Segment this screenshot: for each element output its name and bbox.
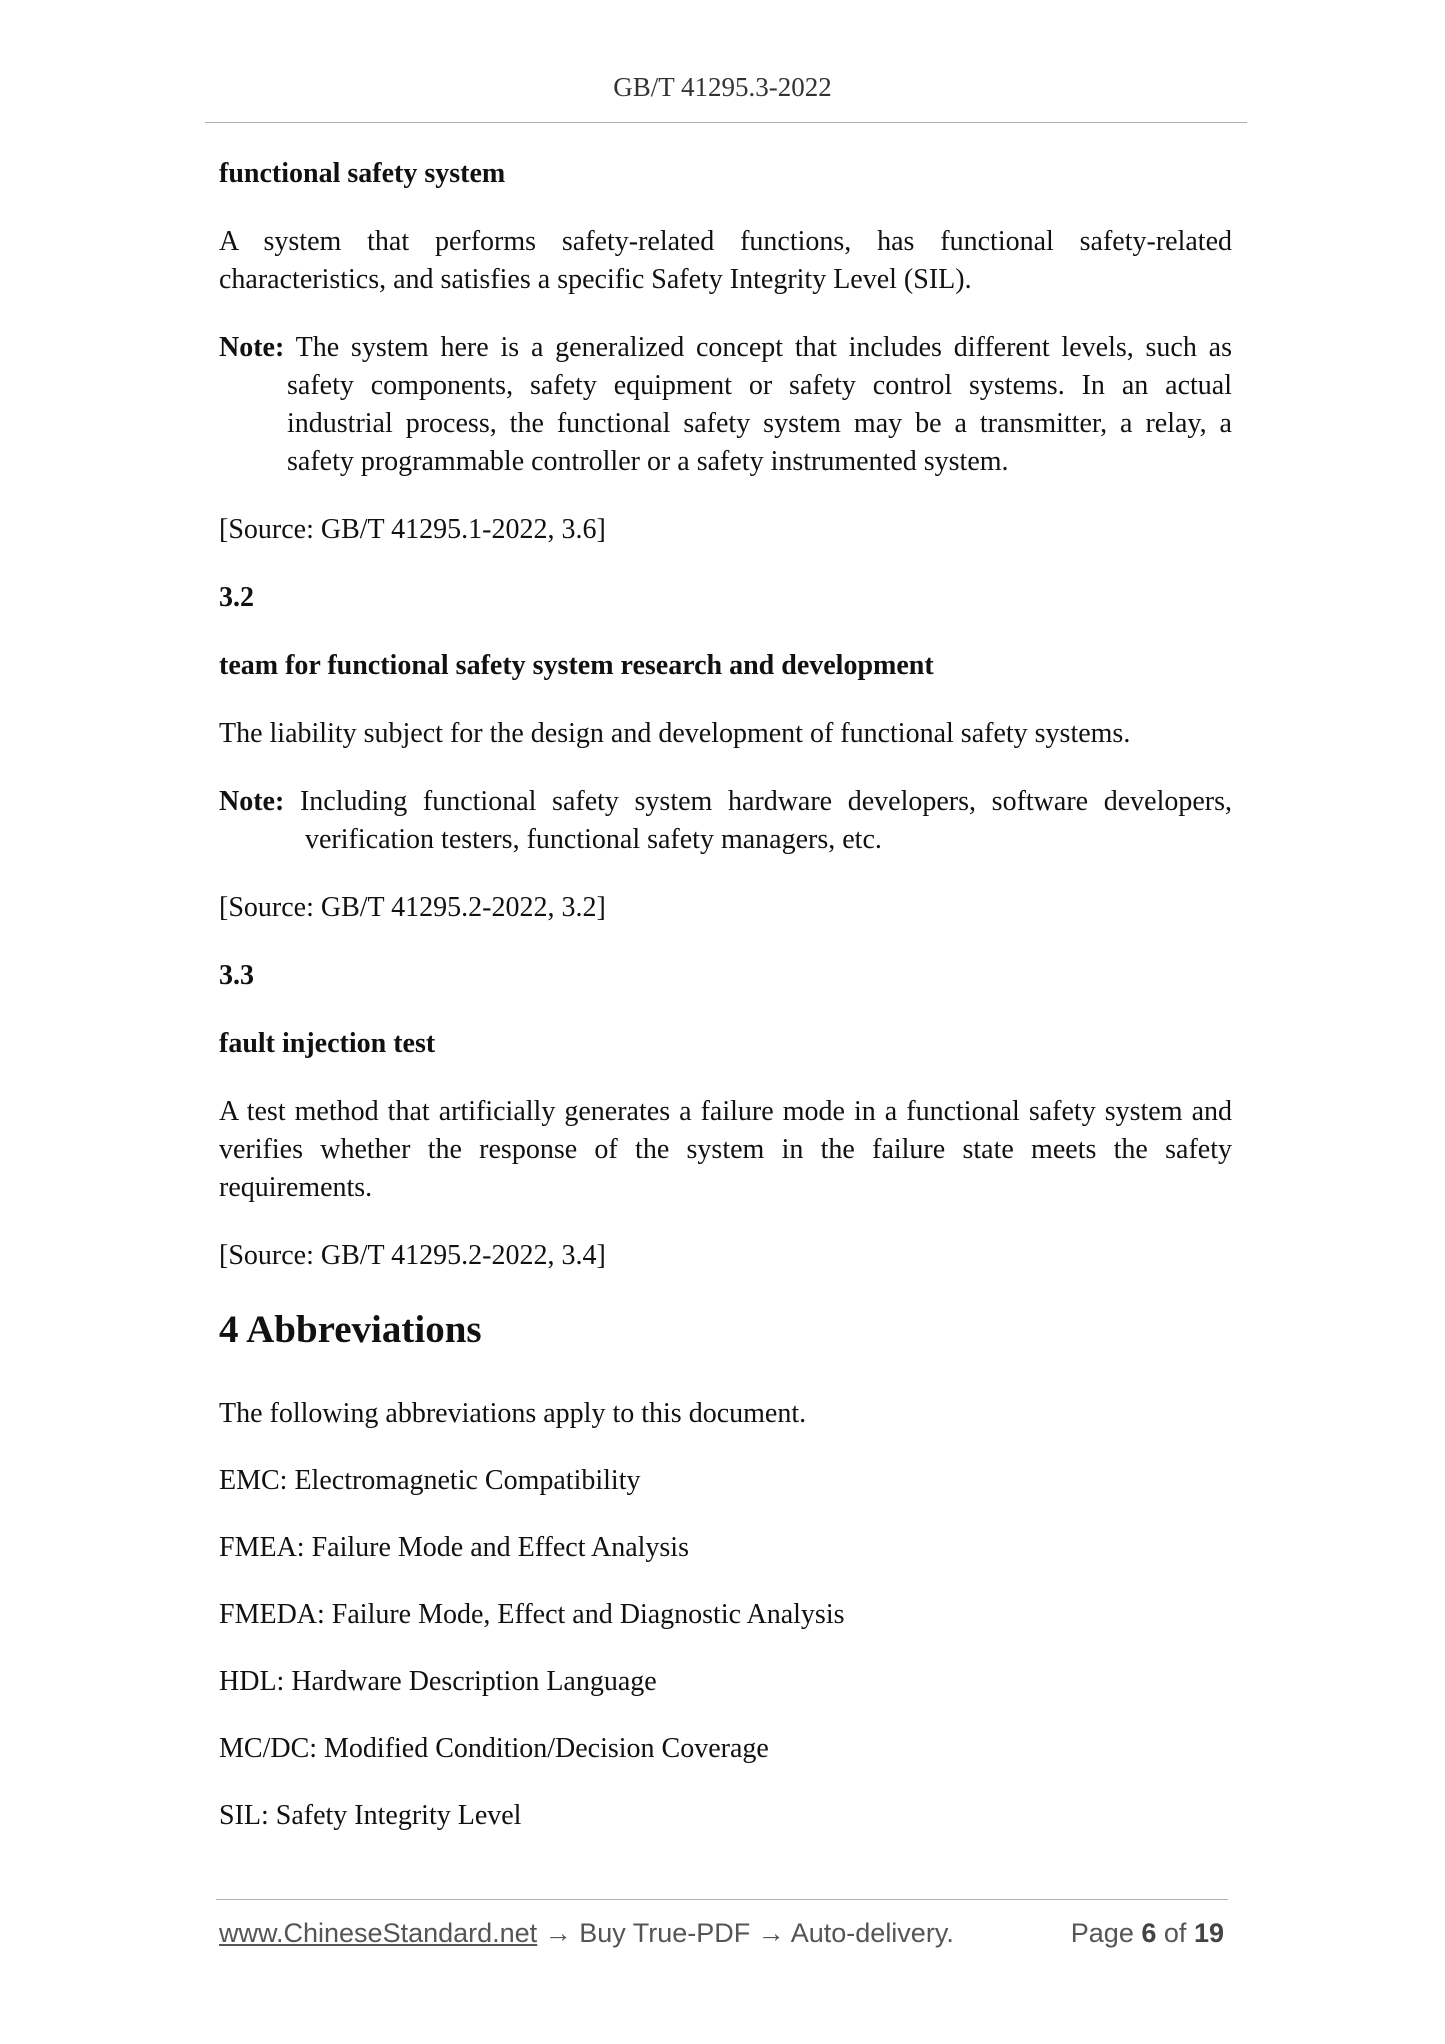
- abbreviation-item: MC/DC: Modified Condition/Decision Coverage: [219, 1733, 769, 1764]
- term-3-1-title: functional safety system: [219, 158, 506, 189]
- note-label: Note:: [219, 786, 285, 817]
- abbreviation-item: SIL: Safety Integrity Level: [219, 1800, 522, 1831]
- term-3-2-source: [Source: GB/T 41295.2-2022, 3.2]: [219, 892, 606, 923]
- abbreviation-item: EMC: Electromagnetic Compatibility: [219, 1465, 641, 1496]
- note-text: Including functional safety system hardware developers, software developers, verification testers, functional safety managers, etc.: [299, 786, 1232, 855]
- term-3-1-source: [Source: GB/T 41295.1-2022, 3.6]: [219, 514, 606, 545]
- term-3-2-definition: The liability subject for the design and development of functional safety systems.: [219, 718, 1131, 749]
- term-3-2-title: team for functional safety system research and development: [219, 650, 934, 681]
- note-label: Note:: [219, 332, 285, 363]
- header-divider: [205, 122, 1247, 123]
- footer-promo: → Buy True-PDF → Auto-delivery.: [537, 1918, 954, 1948]
- section-4-heading: 4 Abbreviations: [219, 1308, 482, 1351]
- abbreviation-item: FMEDA: Failure Mode, Effect and Diagnostic Analysis: [219, 1599, 845, 1630]
- abbreviation-item: HDL: Hardware Description Language: [219, 1666, 657, 1697]
- term-3-1-definition: A system that performs safety-related functions, has functional safety-related characteristics, and satisfies a specific Safety Integrity Level (SIL).: [219, 226, 1232, 295]
- of-word: of: [1163, 1918, 1187, 1948]
- term-3-3-definition: A test method that artificially generates a failure mode in a functional safety system and verifies whether the response of the system in the failure state meets the safety requirements.: [219, 1096, 1232, 1203]
- page-word: Page: [1070, 1918, 1134, 1948]
- document-body: [219, 155, 1232, 1864]
- term-3-3-number: 3.3: [219, 960, 254, 991]
- section-4-intro: The following abbreviations apply to this document.: [219, 1398, 807, 1429]
- page-counter: [1071, 1918, 1224, 1949]
- term-3-2-number: 3.2: [219, 582, 254, 613]
- note-text: The system here is a generalized concept that includes different levels, such as safety components, safety equipment or safety control systems. In an actual industrial process, the functional safety system may be a transmitter, a relay, a safety programmable controller or a safety instrumented system.: [287, 332, 1232, 477]
- term-3-1-note: [219, 329, 1232, 481]
- term-3-3-title: fault injection test: [219, 1028, 436, 1059]
- term-3-2-note: [219, 783, 1232, 859]
- term-3-3-source: [Source: GB/T 41295.2-2022, 3.4]: [219, 1240, 606, 1271]
- page-footer: [219, 1918, 1224, 1949]
- page-number: 6: [1141, 1918, 1157, 1948]
- page-header-doc-id: GB/T 41295.3-2022: [613, 72, 832, 102]
- page-total: 19: [1193, 1918, 1224, 1948]
- footer-divider: [216, 1899, 1228, 1900]
- website-link[interactable]: www.ChineseStandard.net: [219, 1918, 538, 1948]
- abbreviation-item: FMEA: Failure Mode and Effect Analysis: [219, 1532, 689, 1563]
